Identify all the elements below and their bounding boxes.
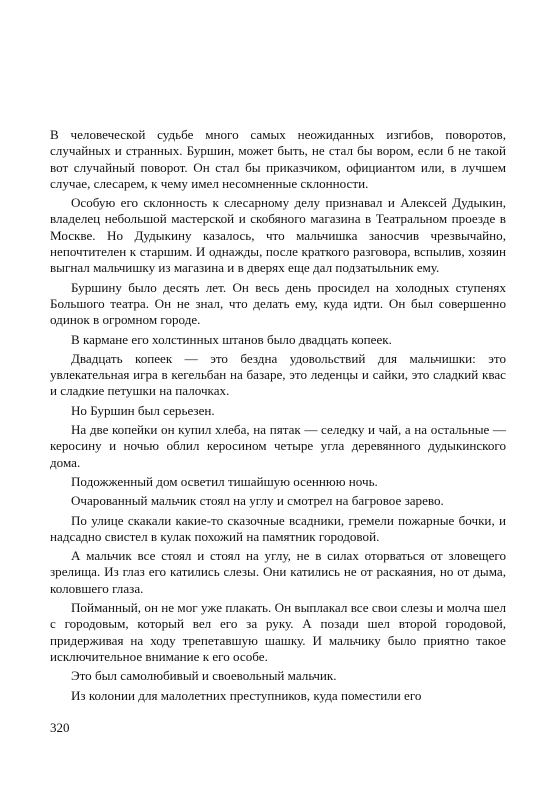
body-text (50, 127, 506, 707)
paragraph: По улице скакали какие-то сказочные всадники, гремели пожарные бочки, и надсадно свистел в кулак похожий на памятник городовой. (50, 512, 506, 544)
paragraph: Пойманный, он не мог уже плакать. Он выплакал все свои слезы и молча шел с городовым, который вел его за руку. А позади шел второй городовой, придерживая на ходу трепетавшую шашку. И мальчику было приятно такое исключительное внимание к его особе. (50, 600, 506, 664)
paragraph: В человеческой судьбе много самых неожиданных изгибов, поворотов, случайных и странных. Буршин, может быть, не стал бы вором, если б не такой вот случайный поворот. Он стал бы приказчиком, официантом или, в лучшем случае, слесарем, к чему имел несомненные склонности. (50, 127, 506, 191)
paragraph: Но Буршин был серьезен. (70, 402, 215, 418)
paragraph: Подожженный дом осветил тишайшую осеннюю ночь. (70, 473, 378, 489)
paragraph: Из колонии для малолетних преступников, куда поместили его (70, 687, 422, 703)
paragraph: Очарованный мальчик стоял на углу и смотрел на багровое зарево. (70, 493, 444, 509)
paragraph: А мальчик все стоял и стоял на углу, не в силах оторваться от зловещего зрелища. Из глаз его катились слезы. Они катились не от раскаяния, но от дыма, коловшего глаза. (50, 548, 506, 596)
paragraph: Двадцать копеек — это бездна удовольствий для мальчишки: это увлекательная игра в кегельбан на базаре, это леденцы и сайки, это сладкий квас и сладкие петушки на палочках. (50, 350, 506, 399)
paragraph: На две копейки он купил хлеба, на пятак — селедку и чай, а на остальные — керосину и ночью облил керосином четыре угла деревянного дудыкинского дома. (50, 422, 506, 470)
page-number: 320 (50, 720, 70, 735)
paragraph: Особую его склонность к слесарному делу признавал и Алексей Дудыкин, владелец небольшой мастерской и скобяного магазина в Театральном проезде в Москве. Но Дудыкину казалось, что мальчишка заносчив чрезвычайно, непочтителен к старшим. И однажды, после краткого разговора, вспылив, хозяин выгнал мальчишку из магазина и в дверях еще дал подзатыльник ему. (50, 195, 506, 276)
paragraph: Это был самолюбивый и своевольный мальчик. (70, 668, 337, 684)
paragraph: Буршину было десять лет. Он весь день просидел на холодных ступенях Большого театра. Он не знал, что делать ему, куда идти. Он был совершенно одинок в огромном городе. (50, 279, 506, 328)
paragraph: В кармане его холстинных штанов было двадцать копеек. (70, 331, 392, 347)
